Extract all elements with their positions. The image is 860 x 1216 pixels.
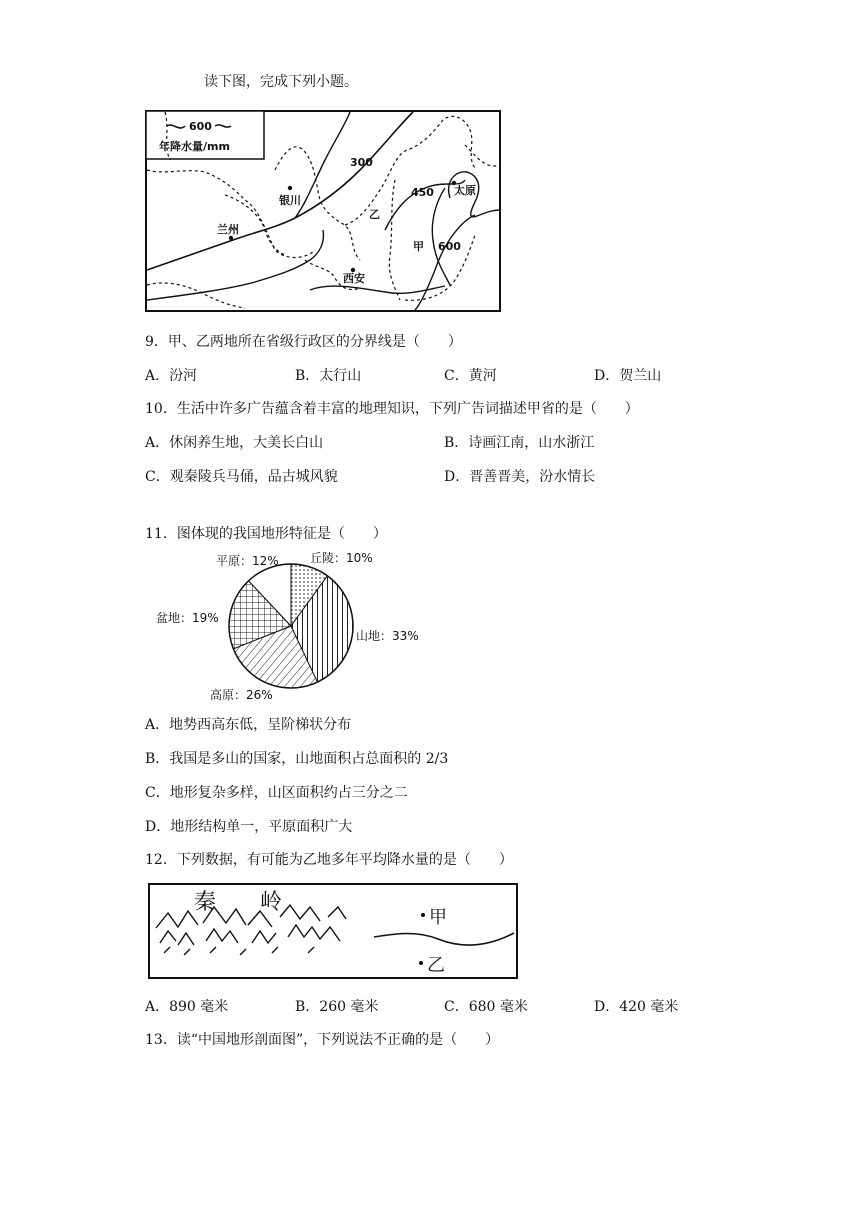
legend-label: 年降水量/mm [159, 140, 230, 153]
q10-stem: 10．生活中许多广告蕴含着丰富的地理知识，下列广告词描述甲省的是（ ） [145, 401, 639, 417]
label-300: 300 [350, 156, 373, 169]
q11-option-b[interactable]: B．我国是多山的国家，山地面积占总面积的 2/3 [145, 751, 449, 767]
label-taiyuan: 太原 [454, 184, 476, 197]
q12-option-b[interactable]: B．260 毫米 [295, 999, 379, 1015]
q9-option-b[interactable]: B．太行山 [295, 368, 362, 384]
q11-option-c[interactable]: C．地形复杂多样，山区面积约占三分之二 [145, 785, 408, 801]
q11-option-a[interactable]: A．地势西高东低，呈阶梯状分布 [145, 717, 352, 733]
q9-option-a[interactable]: A．汾河 [145, 368, 198, 384]
fig-jia: 甲 [429, 907, 447, 928]
label-lanzhou: 兰州 [217, 223, 239, 236]
pie-label-mountain: 山地：33% [356, 629, 419, 643]
q12-option-c[interactable]: C．680 毫米 [444, 999, 528, 1015]
qinling-figure [148, 883, 518, 979]
pie-label-plain: 平原：12% [216, 554, 279, 568]
label-yi: 乙 [369, 208, 380, 221]
q9-stem: 9．甲、乙两地所在省级行政区的分界线是（ ） [145, 334, 462, 350]
pie-label-hills: 丘陵：10% [310, 551, 373, 565]
label-yinchuan: 银川 [279, 194, 301, 207]
precipitation-map [145, 110, 501, 312]
qinling-char-2: 岭 [260, 890, 283, 915]
terrain-pie-chart [150, 548, 440, 703]
pie-label-basin: 盆地：19% [156, 611, 219, 625]
q10-option-d[interactable]: D．晋善晋美，汾水情长 [444, 469, 596, 485]
fig-yi: 乙 [427, 955, 445, 976]
label-450: 450 [411, 186, 434, 199]
q11-stem: 11．图体现的我国地形特征是（ ） [145, 526, 387, 542]
q13-stem: 13．读“中国地形剖面图”，下列说法不正确的是（ ） [145, 1032, 500, 1048]
q12-stem: 12．下列数据，有可能为乙地多年平均降水量的是（ ） [145, 852, 513, 868]
q10-option-a[interactable]: A．休闲养生地，大美长白山 [145, 435, 324, 451]
pie-label-plateau: 高原：26% [210, 688, 273, 702]
intro-text: 读下图，完成下列小题。 [204, 74, 358, 90]
label-jia: 甲 [413, 240, 424, 253]
label-xian: 西安 [343, 272, 365, 285]
legend-value: 600 [189, 120, 212, 133]
q9-option-c[interactable]: C．黄河 [444, 368, 497, 384]
q10-option-b[interactable]: B．诗画江南，山水浙江 [444, 435, 595, 451]
q9-option-d[interactable]: D．贺兰山 [594, 368, 662, 384]
q12-option-d[interactable]: D．420 毫米 [594, 999, 679, 1015]
q10-option-c[interactable]: C．观秦陵兵马俑，品古城风貌 [145, 469, 338, 485]
q12-option-a[interactable]: A．890 毫米 [145, 999, 229, 1015]
qinling-char-1: 秦 [194, 890, 217, 915]
label-600: 600 [438, 240, 461, 253]
q11-option-d[interactable]: D．地形结构单一，平原面积广大 [145, 819, 353, 835]
